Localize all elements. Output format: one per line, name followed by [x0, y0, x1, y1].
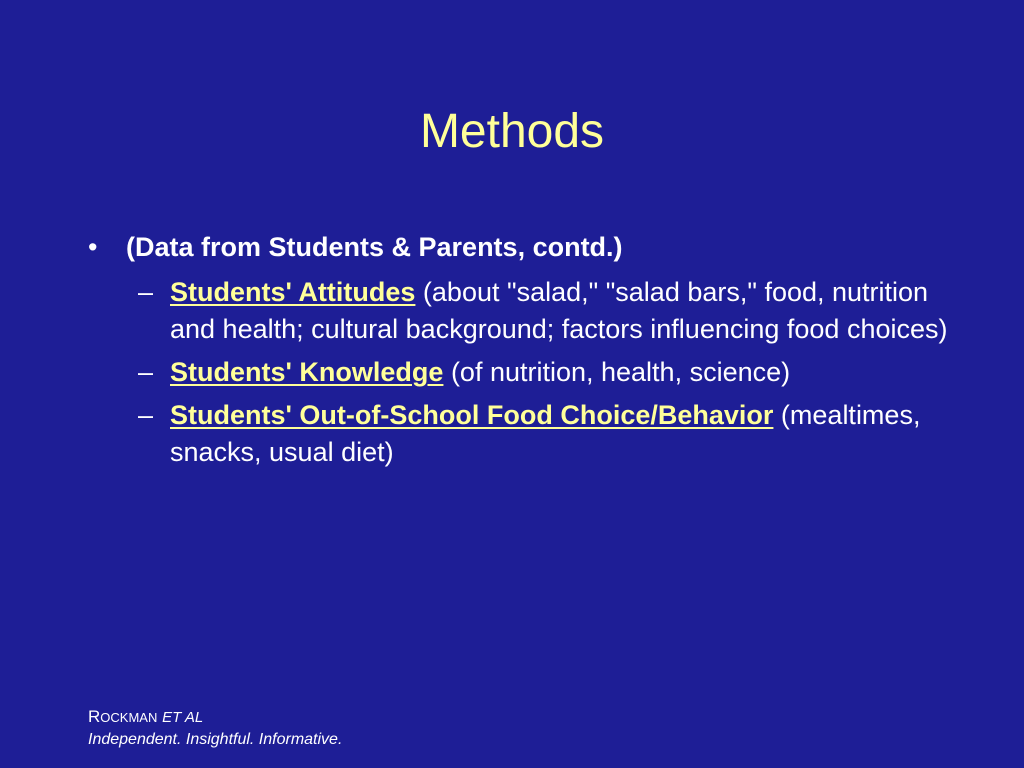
footer [88, 706, 342, 751]
sub-item-body: (mealtimes, snacks, usual diet) [170, 400, 921, 467]
sub-item-body: (about "salad," "salad bars," food, nutrition and health; cultural background; factors influencing food choices) [170, 277, 948, 344]
footer-author-name: OCKMAN [100, 710, 158, 725]
footer-tagline: Independent. Insightful. Informative. [88, 731, 343, 748]
sub-item-knowledge [138, 354, 968, 391]
dash-icon: – [138, 400, 154, 430]
sub-item-heading: Students' Attitudes [170, 277, 416, 307]
dash-icon: – [138, 277, 154, 307]
footer-author [88, 706, 342, 729]
sub-item-heading: Students' Out-of-School Food Choice/Behavior [170, 400, 774, 430]
dash-icon: – [138, 357, 154, 387]
slide-content [88, 229, 968, 471]
bullet-item [88, 229, 968, 266]
footer-etal: ET AL [162, 709, 204, 726]
bullet-text: (Data from Students & Parents, contd.) [126, 232, 623, 262]
sub-item-food-choice [138, 397, 968, 471]
bullet-icon: • [88, 232, 98, 262]
footer-author-initial: R [88, 707, 101, 726]
slide-title: Methods [419, 105, 605, 158]
sub-item-attitudes [138, 274, 968, 348]
sub-item-body: (of nutrition, health, science) [443, 357, 791, 387]
sub-item-heading: Students' Knowledge [170, 357, 444, 387]
